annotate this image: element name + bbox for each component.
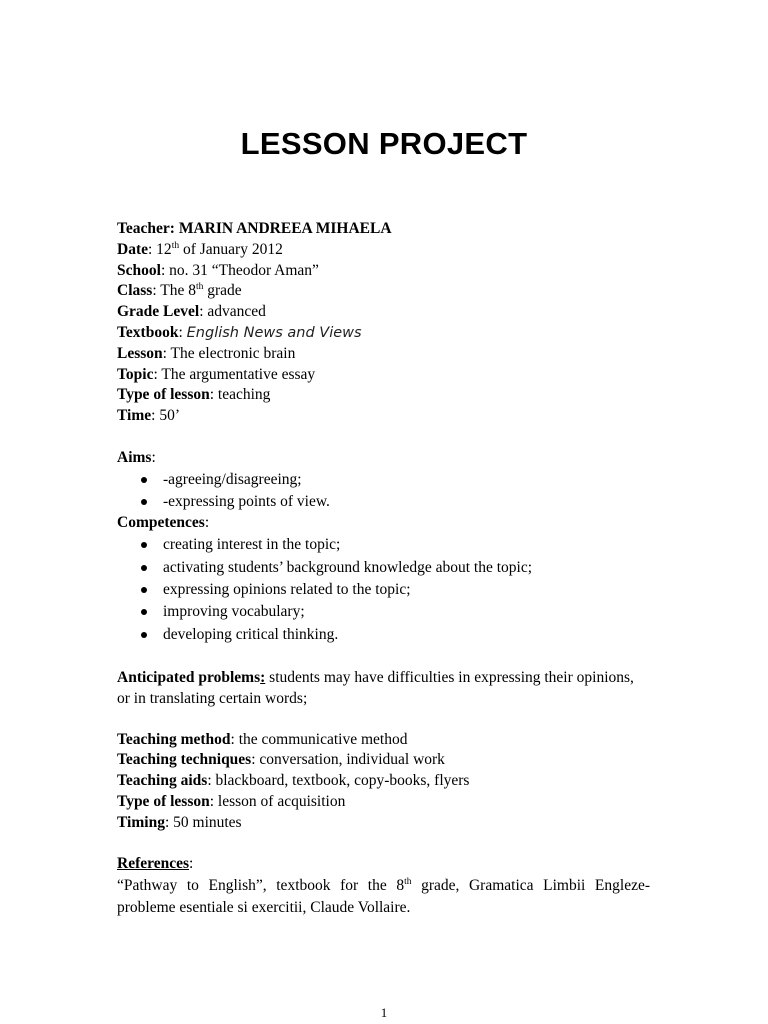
bullet-icon	[141, 477, 147, 483]
lesson-type-value: : lesson of acquisition	[209, 793, 346, 811]
lesson-type-line	[117, 792, 650, 813]
list-item	[117, 579, 650, 601]
school-label: School	[117, 261, 161, 279]
page-number: 1	[380, 1005, 388, 1020]
teaching-method-label: Teaching method	[117, 730, 231, 748]
competence-item-text: creating interest in the topic;	[163, 536, 341, 554]
anticipated-problems-text: students may have difficulties in expressing their opinions, or in translating certain words;	[117, 668, 634, 707]
school-line	[117, 261, 650, 282]
spacer	[117, 646, 650, 667]
teacher-label: Teacher:	[117, 220, 179, 237]
references-label: References	[117, 855, 190, 873]
aims-item-text: -expressing points of view.	[163, 492, 330, 510]
class-value-pre: : The 8	[152, 282, 196, 300]
references-text-pre: “Pathway to English”, textbook for the 8	[117, 877, 405, 895]
type-of-lesson-label: Type of lesson	[117, 386, 210, 404]
aims-item-text: -agreeing/disagreeing;	[163, 470, 302, 488]
lesson-label: Lesson	[117, 344, 163, 362]
textbook-separator: :	[178, 323, 187, 341]
aims-label: Aims	[117, 448, 152, 466]
spacer	[117, 427, 650, 448]
list-item	[117, 469, 650, 491]
aims-heading	[117, 448, 650, 469]
competence-item-text: activating students’ background knowledge about the topic;	[163, 558, 533, 576]
date-line	[117, 240, 650, 261]
aims-colon: :	[151, 448, 156, 466]
lesson-value: : The electronic brain	[162, 344, 296, 362]
lesson-content	[117, 219, 650, 919]
topic-value: : The argumentative essay	[153, 365, 316, 383]
anticipated-problems-paragraph	[117, 667, 650, 709]
list-item	[117, 491, 650, 513]
references-heading	[117, 854, 650, 875]
grade-level-line	[117, 302, 650, 323]
list-item	[117, 624, 650, 646]
bullet-icon	[141, 609, 147, 615]
page-title: LESSON PROJECT	[240, 126, 528, 161]
class-line	[117, 281, 650, 302]
spacer	[117, 834, 650, 855]
bullet-icon	[141, 542, 147, 548]
teaching-aids-line	[117, 771, 650, 792]
timing-value: : 50 minutes	[164, 813, 242, 831]
date-sup: th	[171, 240, 180, 251]
class-value-post: grade	[203, 282, 242, 300]
anticipated-problems-colon: :	[260, 668, 266, 686]
competence-item-text: improving vocabulary;	[163, 603, 305, 621]
competences-heading	[117, 513, 650, 534]
date-value-pre: : 12	[148, 240, 172, 258]
teaching-aids-label: Teaching aids	[117, 772, 208, 790]
list-item	[117, 601, 650, 623]
textbook-label: Textbook	[117, 323, 179, 341]
teaching-method-line	[117, 730, 650, 751]
teaching-aids-value: : blackboard, textbook, copy-books, flyers	[207, 772, 470, 790]
teaching-techniques-line	[117, 750, 650, 771]
list-item	[117, 557, 650, 579]
references-sup: th	[404, 877, 412, 888]
teaching-techniques-value: : conversation, individual work	[251, 751, 445, 769]
list-item	[117, 534, 650, 556]
time-label: Time	[117, 407, 152, 425]
type-of-lesson-value: : teaching	[209, 386, 271, 404]
textbook-value: English News and Views	[186, 324, 362, 341]
topic-line	[117, 365, 650, 386]
time-value: : 50’	[151, 407, 180, 425]
competence-item-text: developing critical thinking.	[163, 625, 339, 643]
date-label: Date	[117, 240, 148, 258]
grade-level-label: Grade Level	[117, 303, 200, 321]
timing-label: Timing	[117, 813, 165, 831]
references-paragraph	[117, 875, 650, 919]
grade-level-value: : advanced	[199, 303, 266, 321]
bullet-icon	[141, 632, 147, 638]
topic-label: Topic	[117, 365, 154, 383]
lesson-type-label: Type of lesson	[117, 793, 210, 811]
teacher-value: MARIN ANDREEA MIHAELA	[178, 220, 392, 237]
teacher-line	[117, 219, 650, 240]
class-sup: th	[195, 282, 204, 293]
lesson-line	[117, 344, 650, 365]
school-value: : no. 31 “Theodor Aman”	[160, 261, 319, 279]
teaching-method-value: : the communicative method	[230, 730, 408, 748]
bullet-icon	[141, 587, 147, 593]
class-label: Class	[117, 282, 153, 300]
teaching-techniques-label: Teaching techniques	[117, 751, 252, 769]
time-line	[117, 406, 650, 427]
references-colon: :	[189, 855, 194, 873]
timing-line	[117, 813, 650, 834]
anticipated-problems-label: Anticipated problems	[117, 668, 261, 686]
aims-list	[117, 469, 650, 514]
bullet-icon	[141, 565, 147, 571]
competences-label: Competences	[117, 514, 205, 532]
type-of-lesson-line	[117, 385, 650, 406]
textbook-line	[117, 323, 650, 344]
spacer	[117, 709, 650, 730]
references-text-post: grade, Gramatica Limbii Engleze-probleme esentiale si exercitii, Claude Vollaire.	[117, 877, 651, 917]
competences-list	[117, 534, 650, 646]
bullet-icon	[141, 499, 147, 505]
competence-item-text: expressing opinions related to the topic;	[163, 580, 411, 598]
competences-colon: :	[204, 514, 210, 532]
date-value-post: of January 2012	[179, 240, 283, 258]
